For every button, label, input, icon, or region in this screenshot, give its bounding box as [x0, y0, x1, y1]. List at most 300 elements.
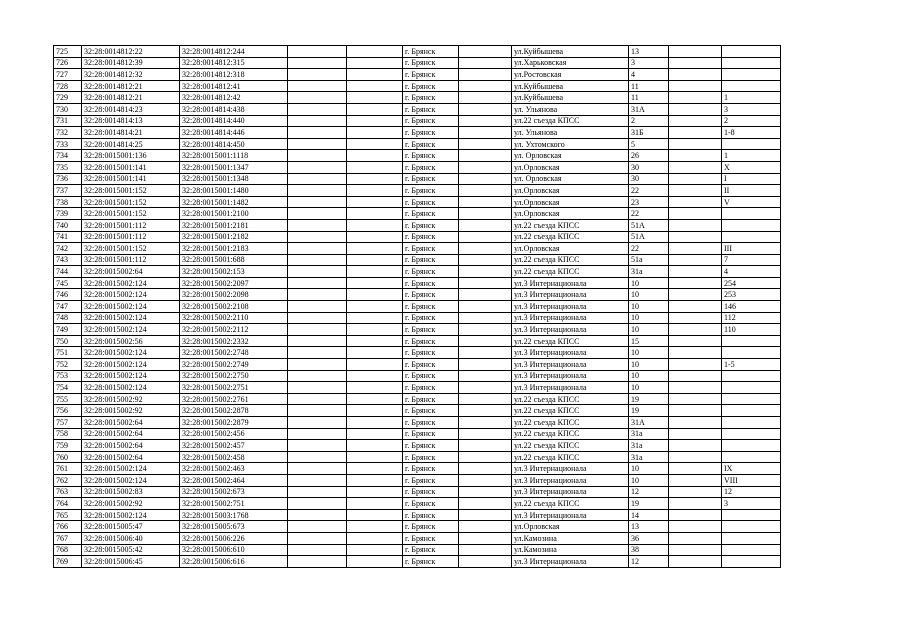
table-row: [54, 277, 781, 289]
city-cell: г. Брянск: [403, 556, 459, 568]
city-cell: г. Брянск: [403, 474, 459, 486]
blank-cell-d: [669, 324, 722, 336]
premises-number-cell: 3: [722, 498, 781, 510]
object-cadastral-number-cell: 32:28:0014812:315: [180, 57, 288, 69]
premises-number-cell: 12: [722, 486, 781, 498]
blank-cell-b: [347, 440, 403, 452]
blank-cell-b: [347, 196, 403, 208]
city-cell: г. Брянск: [403, 219, 459, 231]
land-cadastral-number-cell: 32:28:0014814:13: [82, 115, 180, 127]
blank-cell-d: [669, 556, 722, 568]
blank-cell-c: [459, 219, 512, 231]
blank-cell-d: [669, 92, 722, 104]
blank-cell-c: [459, 474, 512, 486]
street-cell: ул. Ульянова: [512, 127, 629, 139]
property-register-table: [53, 45, 781, 568]
blank-cell-b: [347, 173, 403, 185]
row-number-cell: 758: [54, 428, 82, 440]
street-cell: ул.3 Интернационала: [512, 382, 629, 394]
table-row: [54, 301, 781, 313]
blank-cell-a: [288, 474, 347, 486]
house-number-cell: 13: [629, 521, 669, 533]
city-cell: г. Брянск: [403, 127, 459, 139]
row-number-cell: 747: [54, 301, 82, 313]
blank-cell-d: [669, 57, 722, 69]
object-cadastral-number-cell: 32:28:0015002:2110: [180, 312, 288, 324]
blank-cell-c: [459, 231, 512, 243]
street-cell: ул.Ростовская: [512, 69, 629, 81]
blank-cell-b: [347, 312, 403, 324]
row-number-cell: 734: [54, 150, 82, 162]
city-cell: г. Брянск: [403, 335, 459, 347]
blank-cell-d: [669, 80, 722, 92]
land-cadastral-number-cell: 32:28:0015005:42: [82, 544, 180, 556]
house-number-cell: 2: [629, 115, 669, 127]
blank-cell-a: [288, 289, 347, 301]
object-cadastral-number-cell: 32:28:0015001:1480: [180, 185, 288, 197]
object-cadastral-number-cell: 32:28:0015001:1118: [180, 150, 288, 162]
blank-cell-a: [288, 486, 347, 498]
blank-cell-a: [288, 556, 347, 568]
table-row: [54, 80, 781, 92]
row-number-cell: 768: [54, 544, 82, 556]
blank-cell-b: [347, 451, 403, 463]
house-number-cell: 19: [629, 498, 669, 510]
blank-cell-a: [288, 150, 347, 162]
blank-cell-b: [347, 57, 403, 69]
blank-cell-d: [669, 532, 722, 544]
row-number-cell: 755: [54, 393, 82, 405]
house-number-cell: 10: [629, 312, 669, 324]
object-cadastral-number-cell: 32:28:0015006:616: [180, 556, 288, 568]
city-cell: г. Брянск: [403, 208, 459, 220]
object-cadastral-number-cell: 32:28:0015002:2879: [180, 417, 288, 429]
street-cell: ул.Камозина: [512, 532, 629, 544]
table-row: [54, 486, 781, 498]
blank-cell-a: [288, 440, 347, 452]
city-cell: г. Брянск: [403, 289, 459, 301]
street-cell: ул.22 съезда КПСС: [512, 417, 629, 429]
blank-cell-d: [669, 173, 722, 185]
land-cadastral-number-cell: 32:28:0015006:40: [82, 532, 180, 544]
blank-cell-b: [347, 301, 403, 313]
object-cadastral-number-cell: 32:28:0015002:2761: [180, 393, 288, 405]
city-cell: г. Брянск: [403, 382, 459, 394]
street-cell: ул.Орловская: [512, 243, 629, 255]
row-number-cell: 725: [54, 46, 82, 58]
street-cell: ул.Орловская: [512, 161, 629, 173]
house-number-cell: 31а: [629, 266, 669, 278]
street-cell: ул.3 Интернационала: [512, 289, 629, 301]
table-row: [54, 115, 781, 127]
blank-cell-c: [459, 69, 512, 81]
blank-cell-b: [347, 393, 403, 405]
object-cadastral-number-cell: 32:28:0015002:2751: [180, 382, 288, 394]
city-cell: г. Брянск: [403, 80, 459, 92]
land-cadastral-number-cell: 32:28:0015002:124: [82, 382, 180, 394]
premises-number-cell: [722, 405, 781, 417]
object-cadastral-number-cell: 32:28:0014812:244: [180, 46, 288, 58]
premises-number-cell: [722, 440, 781, 452]
premises-number-cell: [722, 370, 781, 382]
premises-number-cell: 1-5: [722, 359, 781, 371]
row-number-cell: 739: [54, 208, 82, 220]
blank-cell-d: [669, 347, 722, 359]
land-cadastral-number-cell: 32:28:0014814:25: [82, 138, 180, 150]
blank-cell-a: [288, 382, 347, 394]
premises-number-cell: 146: [722, 301, 781, 313]
blank-cell-d: [669, 417, 722, 429]
blank-cell-c: [459, 46, 512, 58]
house-number-cell: 30: [629, 161, 669, 173]
blank-cell-a: [288, 324, 347, 336]
blank-cell-d: [669, 115, 722, 127]
blank-cell-d: [669, 219, 722, 231]
object-cadastral-number-cell: 32:28:0015001:2183: [180, 243, 288, 255]
row-number-cell: 757: [54, 417, 82, 429]
blank-cell-d: [669, 277, 722, 289]
row-number-cell: 741: [54, 231, 82, 243]
street-cell: ул.3 Интернационала: [512, 301, 629, 313]
land-cadastral-number-cell: 32:28:0015002:124: [82, 359, 180, 371]
blank-cell-d: [669, 46, 722, 58]
house-number-cell: 31а: [629, 451, 669, 463]
blank-cell-b: [347, 405, 403, 417]
blank-cell-a: [288, 370, 347, 382]
land-cadastral-number-cell: 32:28:0015006:45: [82, 556, 180, 568]
premises-number-cell: [722, 556, 781, 568]
house-number-cell: 10: [629, 301, 669, 313]
street-cell: ул.Орловская: [512, 185, 629, 197]
land-cadastral-number-cell: 32:28:0015001:152: [82, 185, 180, 197]
row-number-cell: 735: [54, 161, 82, 173]
object-cadastral-number-cell: 32:28:0014814:438: [180, 103, 288, 115]
blank-cell-d: [669, 196, 722, 208]
row-number-cell: 764: [54, 498, 82, 510]
street-cell: ул.Орловская: [512, 196, 629, 208]
table-row: [54, 254, 781, 266]
street-cell: ул. Орловская: [512, 173, 629, 185]
blank-cell-a: [288, 498, 347, 510]
house-number-cell: 30: [629, 173, 669, 185]
city-cell: г. Брянск: [403, 498, 459, 510]
row-number-cell: 766: [54, 521, 82, 533]
blank-cell-d: [669, 405, 722, 417]
blank-cell-b: [347, 219, 403, 231]
street-cell: ул.3 Интернационала: [512, 312, 629, 324]
city-cell: г. Брянск: [403, 393, 459, 405]
house-number-cell: 22: [629, 185, 669, 197]
blank-cell-d: [669, 440, 722, 452]
land-cadastral-number-cell: 32:28:0015002:124: [82, 347, 180, 359]
land-cadastral-number-cell: 32:28:0015002:124: [82, 324, 180, 336]
street-cell: ул.3 Интернационала: [512, 277, 629, 289]
blank-cell-c: [459, 277, 512, 289]
blank-cell-b: [347, 335, 403, 347]
premises-number-cell: [722, 532, 781, 544]
row-number-cell: 746: [54, 289, 82, 301]
blank-cell-d: [669, 243, 722, 255]
blank-cell-a: [288, 196, 347, 208]
table-row: [54, 393, 781, 405]
premises-number-cell: 4: [722, 266, 781, 278]
premises-number-cell: 112: [722, 312, 781, 324]
land-cadastral-number-cell: 32:28:0014814:23: [82, 103, 180, 115]
land-cadastral-number-cell: 32:28:0015002:64: [82, 440, 180, 452]
house-number-cell: 31А: [629, 103, 669, 115]
street-cell: ул.22 съезда КПСС: [512, 440, 629, 452]
blank-cell-c: [459, 266, 512, 278]
city-cell: г. Брянск: [403, 347, 459, 359]
blank-cell-b: [347, 243, 403, 255]
object-cadastral-number-cell: 32:28:0015002:457: [180, 440, 288, 452]
land-cadastral-number-cell: 32:28:0015002:124: [82, 370, 180, 382]
blank-cell-a: [288, 509, 347, 521]
row-number-cell: 751: [54, 347, 82, 359]
blank-cell-d: [669, 231, 722, 243]
house-number-cell: 38: [629, 544, 669, 556]
row-number-cell: 754: [54, 382, 82, 394]
blank-cell-c: [459, 521, 512, 533]
table-row: [54, 324, 781, 336]
house-number-cell: 19: [629, 405, 669, 417]
premises-number-cell: 1: [722, 92, 781, 104]
land-cadastral-number-cell: 32:28:0015002:92: [82, 393, 180, 405]
premises-number-cell: [722, 544, 781, 556]
blank-cell-d: [669, 69, 722, 81]
blank-cell-c: [459, 80, 512, 92]
object-cadastral-number-cell: 32:28:0015001:2182: [180, 231, 288, 243]
row-number-cell: 759: [54, 440, 82, 452]
blank-cell-c: [459, 243, 512, 255]
land-cadastral-number-cell: 32:28:0015002:124: [82, 509, 180, 521]
house-number-cell: 31Б: [629, 127, 669, 139]
blank-cell-a: [288, 266, 347, 278]
blank-cell-d: [669, 150, 722, 162]
table-row: [54, 127, 781, 139]
premises-number-cell: [722, 521, 781, 533]
object-cadastral-number-cell: 32:28:0014814:440: [180, 115, 288, 127]
blank-cell-a: [288, 219, 347, 231]
table-row: [54, 347, 781, 359]
land-cadastral-number-cell: 32:28:0015002:64: [82, 451, 180, 463]
object-cadastral-number-cell: 32:28:0015002:2108: [180, 301, 288, 313]
blank-cell-c: [459, 335, 512, 347]
street-cell: ул. Орловская: [512, 150, 629, 162]
blank-cell-c: [459, 440, 512, 452]
object-cadastral-number-cell: 32:28:0014814:446: [180, 127, 288, 139]
blank-cell-d: [669, 509, 722, 521]
premises-number-cell: [722, 69, 781, 81]
row-number-cell: 740: [54, 219, 82, 231]
house-number-cell: 22: [629, 243, 669, 255]
city-cell: г. Брянск: [403, 57, 459, 69]
street-cell: ул.22 съезда КПСС: [512, 254, 629, 266]
blank-cell-b: [347, 150, 403, 162]
land-cadastral-number-cell: 32:28:0015002:83: [82, 486, 180, 498]
blank-cell-c: [459, 161, 512, 173]
row-number-cell: 762: [54, 474, 82, 486]
blank-cell-c: [459, 115, 512, 127]
object-cadastral-number-cell: 32:28:0015001:1347: [180, 161, 288, 173]
blank-cell-a: [288, 393, 347, 405]
city-cell: г. Брянск: [403, 405, 459, 417]
row-number-cell: 726: [54, 57, 82, 69]
blank-cell-a: [288, 80, 347, 92]
blank-cell-a: [288, 521, 347, 533]
table-row: [54, 219, 781, 231]
row-number-cell: 729: [54, 92, 82, 104]
blank-cell-c: [459, 556, 512, 568]
blank-cell-d: [669, 312, 722, 324]
premises-number-cell: [722, 347, 781, 359]
house-number-cell: 26: [629, 150, 669, 162]
premises-number-cell: [722, 231, 781, 243]
city-cell: г. Брянск: [403, 521, 459, 533]
blank-cell-b: [347, 521, 403, 533]
street-cell: ул.22 съезда КПСС: [512, 405, 629, 417]
blank-cell-b: [347, 115, 403, 127]
premises-number-cell: 254: [722, 277, 781, 289]
street-cell: ул.3 Интернационала: [512, 556, 629, 568]
object-cadastral-number-cell: 32:28:0015002:2878: [180, 405, 288, 417]
object-cadastral-number-cell: 32:28:0015002:153: [180, 266, 288, 278]
table-row: [54, 556, 781, 568]
blank-cell-a: [288, 312, 347, 324]
house-number-cell: 15: [629, 335, 669, 347]
object-cadastral-number-cell: 32:28:0015002:2749: [180, 359, 288, 371]
blank-cell-d: [669, 544, 722, 556]
land-cadastral-number-cell: 32:28:0015002:124: [82, 277, 180, 289]
land-cadastral-number-cell: 32:28:0015002:56: [82, 335, 180, 347]
blank-cell-c: [459, 138, 512, 150]
blank-cell-c: [459, 359, 512, 371]
object-cadastral-number-cell: 32:28:0015002:751: [180, 498, 288, 510]
blank-cell-a: [288, 243, 347, 255]
object-cadastral-number-cell: 32:28:0015001:1348: [180, 173, 288, 185]
city-cell: г. Брянск: [403, 254, 459, 266]
object-cadastral-number-cell: 32:28:0015001:1482: [180, 196, 288, 208]
row-number-cell: 748: [54, 312, 82, 324]
table-row: [54, 57, 781, 69]
blank-cell-b: [347, 370, 403, 382]
blank-cell-d: [669, 486, 722, 498]
blank-cell-c: [459, 127, 512, 139]
premises-number-cell: 110: [722, 324, 781, 336]
blank-cell-a: [288, 69, 347, 81]
city-cell: г. Брянск: [403, 440, 459, 452]
premises-number-cell: 1-8: [722, 127, 781, 139]
table-row: [54, 417, 781, 429]
city-cell: г. Брянск: [403, 301, 459, 313]
premises-number-cell: 3: [722, 103, 781, 115]
blank-cell-b: [347, 277, 403, 289]
premises-number-cell: [722, 393, 781, 405]
street-cell: ул.22 съезда КПСС: [512, 393, 629, 405]
blank-cell-a: [288, 463, 347, 475]
table-row: [54, 161, 781, 173]
house-number-cell: 10: [629, 474, 669, 486]
premises-number-cell: X: [722, 161, 781, 173]
premises-number-cell: [722, 80, 781, 92]
table-row: [54, 266, 781, 278]
blank-cell-a: [288, 138, 347, 150]
premises-number-cell: 2: [722, 115, 781, 127]
house-number-cell: 5: [629, 138, 669, 150]
city-cell: г. Брянск: [403, 544, 459, 556]
document-sheet: [53, 45, 781, 568]
blank-cell-d: [669, 254, 722, 266]
blank-cell-c: [459, 370, 512, 382]
blank-cell-c: [459, 173, 512, 185]
house-number-cell: 10: [629, 277, 669, 289]
blank-cell-a: [288, 277, 347, 289]
land-cadastral-number-cell: 32:28:0015002:92: [82, 498, 180, 510]
blank-cell-c: [459, 347, 512, 359]
land-cadastral-number-cell: 32:28:0014812:32: [82, 69, 180, 81]
land-cadastral-number-cell: 32:28:0015002:92: [82, 405, 180, 417]
blank-cell-d: [669, 521, 722, 533]
land-cadastral-number-cell: 32:28:0015002:64: [82, 428, 180, 440]
blank-cell-b: [347, 127, 403, 139]
blank-cell-c: [459, 254, 512, 266]
street-cell: ул.3 Интернационала: [512, 486, 629, 498]
row-number-cell: 756: [54, 405, 82, 417]
premises-number-cell: [722, 428, 781, 440]
blank-cell-b: [347, 347, 403, 359]
blank-cell-a: [288, 57, 347, 69]
table-row: [54, 521, 781, 533]
city-cell: г. Брянск: [403, 428, 459, 440]
street-cell: ул.22 съезда КПСС: [512, 498, 629, 510]
land-cadastral-number-cell: 32:28:0015001:136: [82, 150, 180, 162]
blank-cell-c: [459, 301, 512, 313]
row-number-cell: 728: [54, 80, 82, 92]
city-cell: г. Брянск: [403, 185, 459, 197]
street-cell: ул.22 съезда КПСС: [512, 231, 629, 243]
land-cadastral-number-cell: 32:28:0015002:124: [82, 474, 180, 486]
object-cadastral-number-cell: 32:28:0015001:688: [180, 254, 288, 266]
house-number-cell: 10: [629, 370, 669, 382]
land-cadastral-number-cell: 32:28:0015001:112: [82, 254, 180, 266]
object-cadastral-number-cell: 32:28:0015002:2332: [180, 335, 288, 347]
house-number-cell: 12: [629, 556, 669, 568]
blank-cell-a: [288, 92, 347, 104]
blank-cell-b: [347, 556, 403, 568]
premises-number-cell: 1: [722, 150, 781, 162]
blank-cell-c: [459, 451, 512, 463]
object-cadastral-number-cell: 32:28:0015006:226: [180, 532, 288, 544]
premises-number-cell: VIII: [722, 474, 781, 486]
blank-cell-d: [669, 370, 722, 382]
street-cell: ул.22 съезда КПСС: [512, 451, 629, 463]
land-cadastral-number-cell: 32:28:0015005:47: [82, 521, 180, 533]
row-number-cell: 736: [54, 173, 82, 185]
house-number-cell: 12: [629, 486, 669, 498]
table-row: [54, 196, 781, 208]
city-cell: г. Брянск: [403, 312, 459, 324]
blank-cell-d: [669, 451, 722, 463]
house-number-cell: 10: [629, 463, 669, 475]
street-cell: ул.3 Интернационала: [512, 370, 629, 382]
blank-cell-d: [669, 498, 722, 510]
row-number-cell: 753: [54, 370, 82, 382]
premises-number-cell: 253: [722, 289, 781, 301]
blank-cell-a: [288, 451, 347, 463]
house-number-cell: 13: [629, 46, 669, 58]
house-number-cell: 10: [629, 324, 669, 336]
object-cadastral-number-cell: 32:28:0015001:2100: [180, 208, 288, 220]
